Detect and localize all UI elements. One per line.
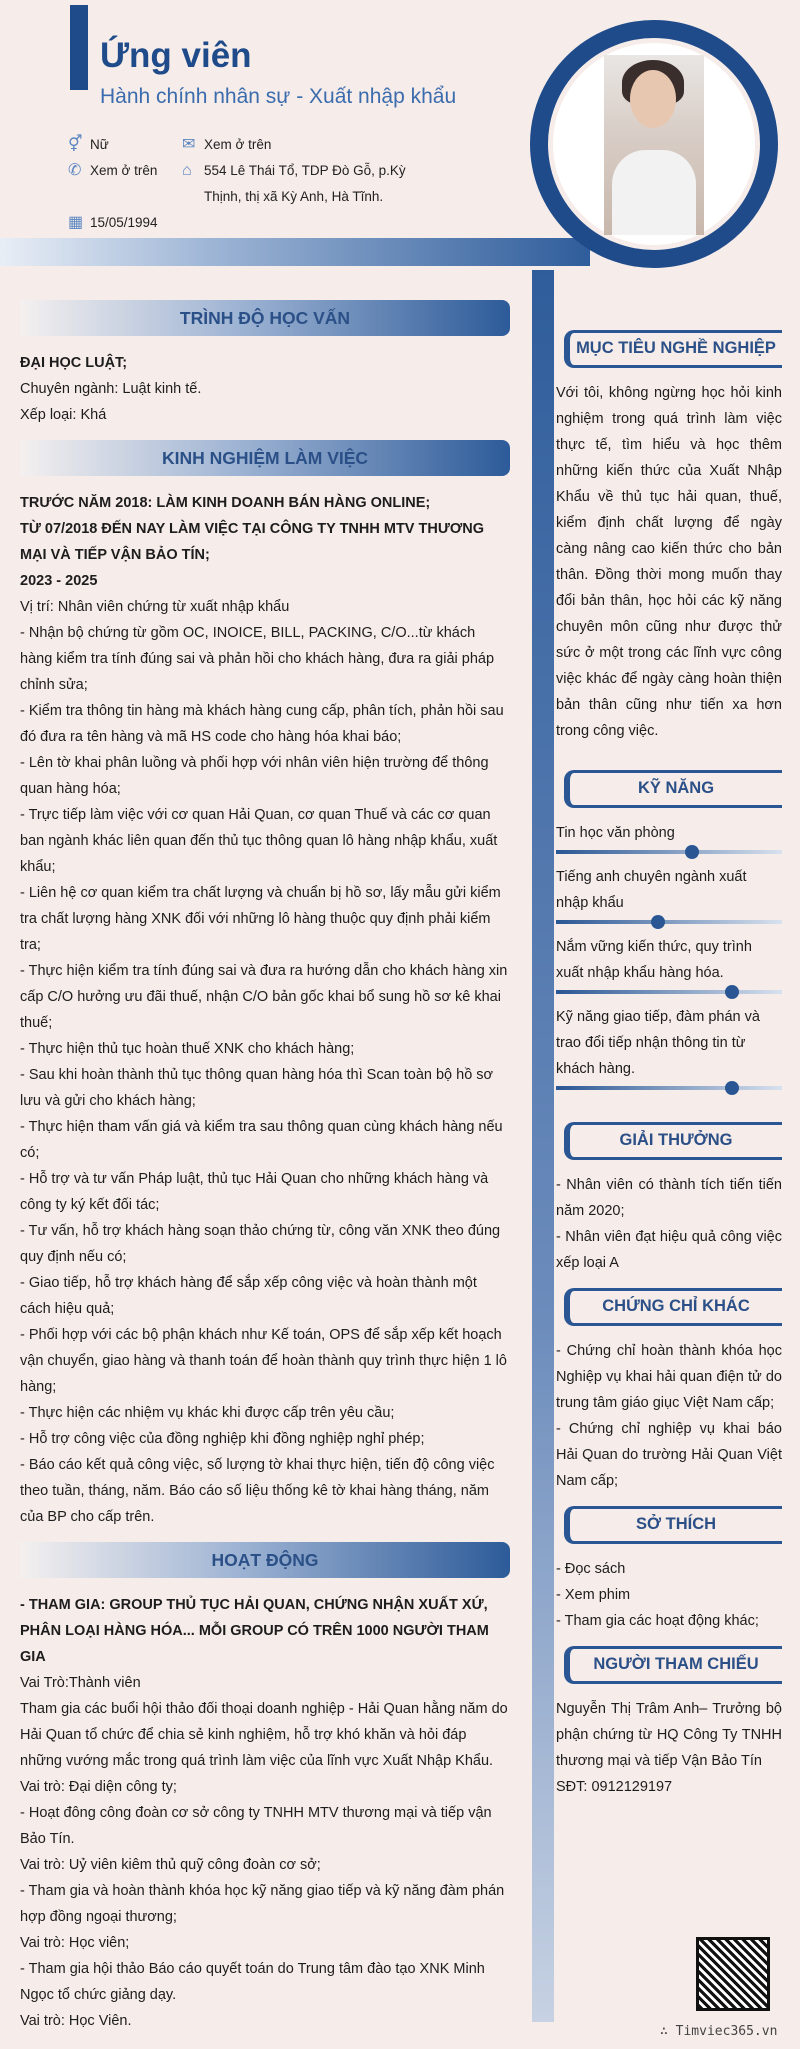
list-item: Vai trò: Học viên; [20, 1935, 130, 1951]
list-item: - Hỗ trợ và tư vấn Pháp luật, thủ tục Hải Quan cho những khách hàng và công ty ký kết đối tác; [20, 1171, 489, 1213]
job-title: Hành chính nhân sự - Xuất nhập khẩu [100, 85, 457, 108]
skill-bar [556, 850, 782, 854]
list-item: - Sau khi hoàn thành thủ tục thông quan hàng hóa thì Scan toàn bộ hồ sơ lưu và gửi cho khách hàng; [20, 1067, 494, 1109]
experience-duties [20, 620, 510, 1530]
phone-icon: ✆ [68, 162, 82, 179]
email-value: Xem ở trên [204, 137, 272, 152]
avatar-body [612, 150, 696, 235]
gender-icon: ⚥ [68, 136, 83, 153]
skill-item [556, 1004, 782, 1090]
education-major: Chuyên ngành: Luật kinh tế. [20, 381, 202, 397]
list-item: - Thực hiện các nhiệm vụ khác khi được cấp trên yêu cầu; [20, 1405, 395, 1421]
dob-value: 15/05/1994 [90, 215, 158, 230]
list-item: - Liên hệ cơ quan kiểm tra chất lượng và chuẩn bị hồ sơ, lấy mẫu gửi kiểm tra chất lượng hàng XNK đối với những lô hàng thuộc quy định phải kiểm tra; [20, 885, 501, 953]
skill-name: Tin học văn phòng [556, 825, 675, 841]
hobbies-title: SỞ THÍCH [564, 1506, 782, 1544]
list-item: - Thực hiện tham vấn giá và kiểm tra sau thông quan cùng khách hàng nếu có; [20, 1119, 503, 1161]
skill-name: Kỹ năng giao tiếp, đàm phán và trao đổi tiếp nhận thông tin từ khách hàng. [556, 1009, 760, 1077]
objective-title: MỤC TIÊU NGHỀ NGHIỆP [564, 330, 782, 368]
list-item: - Tham gia và hoàn thành khóa học kỹ năng giao tiếp và kỹ năng đàm phán hợp đồng ngoại thương; [20, 1883, 505, 1925]
address-value: 554 Lê Thái Tổ, TDP Đò Gỗ, p.Kỳ Thịnh, thị xã Kỳ Anh, Hà Tĩnh. [204, 163, 406, 204]
mail-icon: ✉ [182, 136, 196, 153]
objective-text: Với tôi, không ngừng học hỏi kinh nghiệm trong quá trình làm việc thực tế, tìm hiểu và học thêm những kiến thức của Xuất Nhập Khẩu về thủ tục hải quan, thuế, kiểm định chất lượng để ngày càng nâng cao kiến thức cho bản thân. Đồng thời mong muốn thay đổi bản thân, học hỏi các kỹ năng chuyên môn cũng như được thử sức ở một trong các lĩnh vực công việc khác để ngày càng hoàn thiện bản thân cũng như tiến xa hơn trong công việc. [556, 385, 782, 739]
list-item: - Chứng chỉ nghiệp vụ khai báo Hải Quan do trường Hải Quan Việt Nam cấp; [556, 1421, 782, 1489]
experience-position: Vị trí: Nhân viên chứng từ xuất nhập khẩu [20, 599, 290, 615]
skill-item [556, 864, 782, 924]
certificates-title: CHỨNG CHỈ KHÁC [564, 1288, 782, 1326]
list-item: - Lên tờ khai phân luồng và phối hợp với nhân viên hiện trường để thông quan hàng hóa; [20, 755, 489, 797]
phone-row [68, 158, 157, 184]
skill-level-dot [651, 915, 665, 929]
watermark: ∴ Timviec365.vn [660, 2024, 778, 2039]
list-item: - Nhân viên có thành tích tiến tiến năm 2020; [556, 1177, 782, 1219]
awards-title: GIẢI THƯỞNG [564, 1122, 782, 1160]
list-item: Vai trò: Đại diện công ty; [20, 1779, 177, 1795]
list-item: - Tư vấn, hỗ trợ khách hàng soạn thảo chứng từ, công văn XNK theo đúng quy định nếu có; [20, 1223, 501, 1265]
dob-row [68, 210, 158, 236]
skill-level-dot [725, 985, 739, 999]
experience-heading-1: TRƯỚC NĂM 2018: LÀM KINH DOANH BÁN HÀNG ONLINE; [20, 495, 431, 511]
candidate-name: Ứng viên [100, 36, 252, 75]
activities-title: HOẠT ĐỘNG [20, 1542, 510, 1578]
skill-item [556, 934, 782, 994]
list-item: - Trực tiếp làm việc với cơ quan Hải Quan, cơ quan Thuế và các cơ quan ban ngành khác liên quan đến thủ tục thông quan lô hàng nhập khẩu, xuất khẩu; [20, 807, 498, 875]
education-school: ĐẠI HỌC LUẬT; [20, 355, 128, 371]
list-item: - Tham gia các hoạt động khác; [556, 1613, 759, 1629]
avatar-face [630, 70, 676, 128]
skill-bar [556, 920, 782, 924]
skill-level-dot [685, 845, 699, 859]
list-item: - Xem phim [556, 1587, 631, 1603]
right-column-bar [532, 270, 554, 2022]
email-row [182, 132, 271, 158]
address-row [182, 158, 422, 210]
experience-title: KINH NGHIỆM LÀM VIỆC [20, 440, 510, 476]
qr-code [696, 1937, 770, 2011]
list-item: - Hoạt đông công đoàn cơ sở công ty TNHH MTV thương mại và tiếp vận Bảo Tín. [20, 1805, 492, 1847]
header-accent-bar [70, 5, 88, 90]
skill-item [556, 820, 782, 854]
activities-list [20, 1670, 510, 2034]
education-title: TRÌNH ĐỘ HỌC VẤN [20, 300, 510, 336]
reference-phone: SĐT: 0912129197 [556, 1779, 673, 1795]
experience-years: 2023 - 2025 [20, 573, 98, 589]
activities-heading: - THAM GIA: GROUP THỦ TỤC HẢI QUAN, CHỨNG NHẬN XUẤT XỨ, PHÂN LOẠI HÀNG HÓA... MỖI GROUP CÓ TRÊN 1000 NGƯỜI THAM GIA [20, 1597, 489, 1665]
left-column [20, 300, 510, 2034]
list-item: - Nhân viên đạt hiệu quả công việc xếp loại A [556, 1229, 782, 1271]
gender-row [68, 132, 109, 158]
skill-bar [556, 1086, 782, 1090]
experience-heading-2: TỪ 07/2018 ĐẾN NAY LÀM VIỆC TẠI CÔNG TY TNHH MTV THƯƠNG MẠI VÀ TIẾP VẬN BẢO TÍN; [20, 521, 484, 563]
list-item: - Phối hợp với các bộ phận khách như Kế toán, OPS để sắp xếp kết hoạch vận chuyển, giao hàng và thanh toán để hoàn thành quy trình thực hiện 1 lô hàng; [20, 1327, 507, 1395]
list-item: - Hỗ trợ công việc của đồng nghiệp khi đồng nghiệp nghỉ phép; [20, 1431, 425, 1447]
skill-level-dot [725, 1081, 739, 1095]
education-rank: Xếp loại: Khá [20, 407, 107, 423]
skill-name: Tiếng anh chuyên ngành xuất nhập khẩu [556, 869, 747, 911]
list-item: - Thực hiện kiểm tra tính đúng sai và đưa ra hướng dẫn cho khách hàng xin cấp C/O hưởng ưu đãi thuế, nhận C/O bản gốc khai bổ sung hồ sơ kê khai thuế; [20, 963, 508, 1031]
skill-bar [556, 990, 782, 994]
home-icon: ⌂ [182, 162, 192, 179]
list-item: Tham gia các buổi hội thảo đối thoại doanh nghiệp - Hải Quan hằng năm do Hải Quan tổ chức để chia sẻ kinh nghiệm, hỗ trợ khó khăn và hỏi đáp những vướng mắc trong quá trình làm việc của lĩnh vực Xuất Nhập Khẩu. [20, 1701, 508, 1769]
list-item: - Nhận bộ chứng từ gồm OC, INOICE, BILL, PACKING, C/O...từ khách hàng kiểm tra tính đúng sai và phản hồi cho khách hàng, đưa ra giải pháp chỉnh sửa; [20, 625, 495, 693]
list-item: - Báo cáo kết quả công việc, số lượng tờ khai thực hiện, tiến độ công việc theo tuần, tháng, năm. Báo cáo số liệu thống kê tờ khai hàng tháng, năm của BP cho cấp trên. [20, 1457, 495, 1525]
list-item: Vai Trò:Thành viên [20, 1675, 141, 1691]
list-item: - Thực hiện thủ tục hoàn thuế XNK cho khách hàng; [20, 1041, 355, 1057]
header-divider [0, 238, 590, 266]
reference-text: Nguyễn Thị Trâm Anh– Trưởng bộ phận chứng từ HQ Công Ty TNHH thương mại và tiếp Vận Bảo Tín [556, 1701, 782, 1769]
skill-name: Nắm vững kiến thức, quy trình xuất nhập khẩu hàng hóa. [556, 939, 752, 981]
list-item: - Tham gia hội thảo Báo cáo quyết toán do Trung tâm đào tạo XNK Minh Ngọc tổ chức giảng dạy. [20, 1961, 485, 2003]
list-item: - Đọc sách [556, 1561, 626, 1577]
skills-title: KỸ NĂNG [564, 770, 782, 808]
list-item: - Kiểm tra thông tin hàng mà khách hàng cung cấp, phân tích, phản hồi sau đó đưa ra tên hàng và mã HS code cho hàng hóa khai báo; [20, 703, 504, 745]
gender-value: Nữ [90, 137, 109, 152]
list-item: - Giao tiếp, hỗ trợ khách hàng để sắp xếp công việc và hoàn thành một cách hiệu quả; [20, 1275, 477, 1317]
phone-value: Xem ở trên [90, 163, 158, 178]
reference-title: NGƯỜI THAM CHIẾU [564, 1646, 782, 1684]
list-item: - Chứng chỉ hoàn thành khóa học Nghiệp vụ khai hải quan điện tử do trung tâm giáo giục Việt Nam cấp; [556, 1343, 782, 1411]
right-column [556, 330, 782, 1800]
list-item: Vai trò: Học Viên. [20, 2013, 132, 2029]
calendar-icon: ▦ [68, 214, 84, 231]
skills-list [556, 820, 782, 1090]
list-item: Vai trò: Uỷ viên kiêm thủ quỹ công đoàn cơ sở; [20, 1857, 321, 1873]
